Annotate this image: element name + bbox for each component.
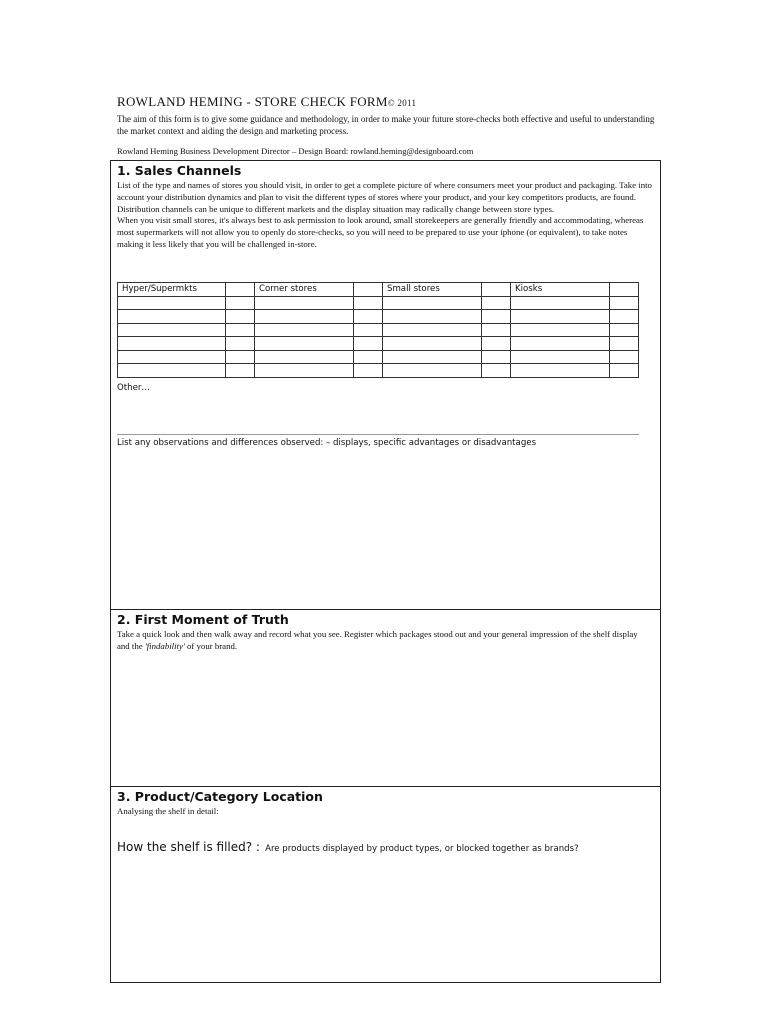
header-cell [226, 283, 255, 297]
header-cell: Hyper/Supermkts [118, 283, 226, 297]
table-cell[interactable] [226, 323, 255, 337]
table-cell[interactable] [610, 364, 639, 378]
header-cell: Kiosks [510, 283, 609, 297]
table-cell[interactable] [118, 350, 226, 364]
form-frame [110, 160, 661, 983]
table-cell[interactable] [118, 323, 226, 337]
table-cell[interactable] [118, 310, 226, 324]
table-cell[interactable] [482, 337, 511, 351]
table-cell[interactable] [226, 350, 255, 364]
first-moment-body [117, 629, 652, 653]
table-cell[interactable] [382, 350, 481, 364]
table-cell[interactable] [482, 323, 511, 337]
table-cell[interactable] [118, 364, 226, 378]
table-cell[interactable] [610, 323, 639, 337]
table-cell[interactable] [382, 337, 481, 351]
table-cell[interactable] [610, 310, 639, 324]
table-row[interactable] [118, 350, 639, 364]
header-cell: Small stores [382, 283, 481, 297]
product-location-heading: 3. Product/Category Location [117, 789, 323, 804]
table-cell[interactable] [354, 337, 383, 351]
form-header [117, 94, 657, 156]
table-cell[interactable] [226, 337, 255, 351]
first-moment-section [111, 610, 660, 787]
table-cell[interactable] [382, 364, 481, 378]
contact-line: Rowland Heming Business Development Director – Design Board: rowland.heming@designboard.com [117, 146, 474, 156]
table-cell[interactable] [118, 296, 226, 310]
table-cell[interactable] [482, 350, 511, 364]
table-cell[interactable] [482, 296, 511, 310]
table-cell[interactable] [254, 296, 354, 310]
first-moment-heading: 2. First Moment of Truth [117, 612, 289, 627]
header-cell [354, 283, 383, 297]
findability-term: 'findability' [144, 640, 185, 651]
sales-channels-paragraph-1: List of the type and names of stores you should visit, in order to get a complete picture of where consumers meet your product and packaging. Take into account your distribution dynamics and plan to visit the different types of stores where your product, and your key competitors products, are found. Distribution channels can be unique to different markets and the display situation may radically change between store types. [117, 180, 652, 214]
table-cell[interactable] [610, 350, 639, 364]
table-row[interactable] [118, 337, 639, 351]
shelf-question-title: How the shelf is filled? : [117, 839, 260, 854]
table-cell[interactable] [510, 323, 609, 337]
table-cell[interactable] [510, 337, 609, 351]
observations-label: List any observations and differences observed: – displays, specific advantages or disadvantages [117, 438, 537, 448]
table-cell[interactable] [610, 337, 639, 351]
sales-channels-section [111, 161, 660, 610]
first-moment-text: Take a quick look and then walk away and record what you see. Register which packages stood out and your general impression of the shelf display and the [117, 629, 638, 651]
copyright-text: © 2011 [387, 98, 417, 108]
table-cell[interactable] [382, 296, 481, 310]
table-cell[interactable] [382, 310, 481, 324]
table-cell[interactable] [254, 350, 354, 364]
table-cell[interactable] [510, 296, 609, 310]
table-cell[interactable] [510, 350, 609, 364]
table-cell[interactable] [510, 310, 609, 324]
table-cell[interactable] [254, 323, 354, 337]
product-location-subtitle: Analysing the shelf in detail: [117, 806, 219, 816]
table-cell[interactable] [254, 337, 354, 351]
table-cell[interactable] [226, 310, 255, 324]
table-cell[interactable] [382, 323, 481, 337]
table-cell[interactable] [354, 310, 383, 324]
header-cell: Corner stores [254, 283, 354, 297]
table-cell[interactable] [482, 310, 511, 324]
sales-channels-body [117, 180, 652, 251]
table-row[interactable] [118, 323, 639, 337]
first-moment-text-end: of your brand. [184, 640, 238, 651]
sales-channels-paragraph-2: When you visit small stores, it's always best to ask permission to look around, small storekeepers are generally friendly and accommodating, whereas most supermarkets will not allow you to openly do store-checks, so you will need to be prepared to use your iphone (or equivalent), to take notes making it less likely that you will be challenged in-store. [117, 215, 644, 249]
shelf-question-detail: Are products displayed by product types, or blocked together as brands? [265, 843, 579, 854]
table-cell[interactable] [118, 337, 226, 351]
table-cell[interactable] [354, 323, 383, 337]
table-cell[interactable] [610, 296, 639, 310]
table-header-row [118, 283, 639, 297]
intro-text: The aim of this form is to give some guidance and methodology, in order to make your future store-checks both effective and useful to understanding the market context and aiding the design and marketing process. [117, 114, 655, 136]
table-cell[interactable] [510, 364, 609, 378]
divider-line [117, 434, 639, 435]
table-cell[interactable] [254, 364, 354, 378]
table-cell[interactable] [226, 364, 255, 378]
table-row[interactable] [118, 310, 639, 324]
table-cell[interactable] [354, 364, 383, 378]
table-row[interactable] [118, 364, 639, 378]
form-title-text: ROWLAND HEMING - STORE CHECK FORM [117, 94, 388, 109]
shelf-question [117, 836, 660, 855]
sales-channels-heading: 1. Sales Channels [117, 163, 242, 178]
product-location-section [111, 787, 660, 982]
table-row[interactable] [118, 296, 639, 310]
table-cell[interactable] [354, 296, 383, 310]
table-cell[interactable] [254, 310, 354, 324]
header-cell [610, 283, 639, 297]
table-cell[interactable] [482, 364, 511, 378]
header-cell [482, 283, 511, 297]
table-cell[interactable] [226, 296, 255, 310]
form-title [117, 94, 657, 110]
other-label: Other… [117, 383, 150, 393]
store-types-table [117, 282, 639, 378]
table-cell[interactable] [354, 350, 383, 364]
